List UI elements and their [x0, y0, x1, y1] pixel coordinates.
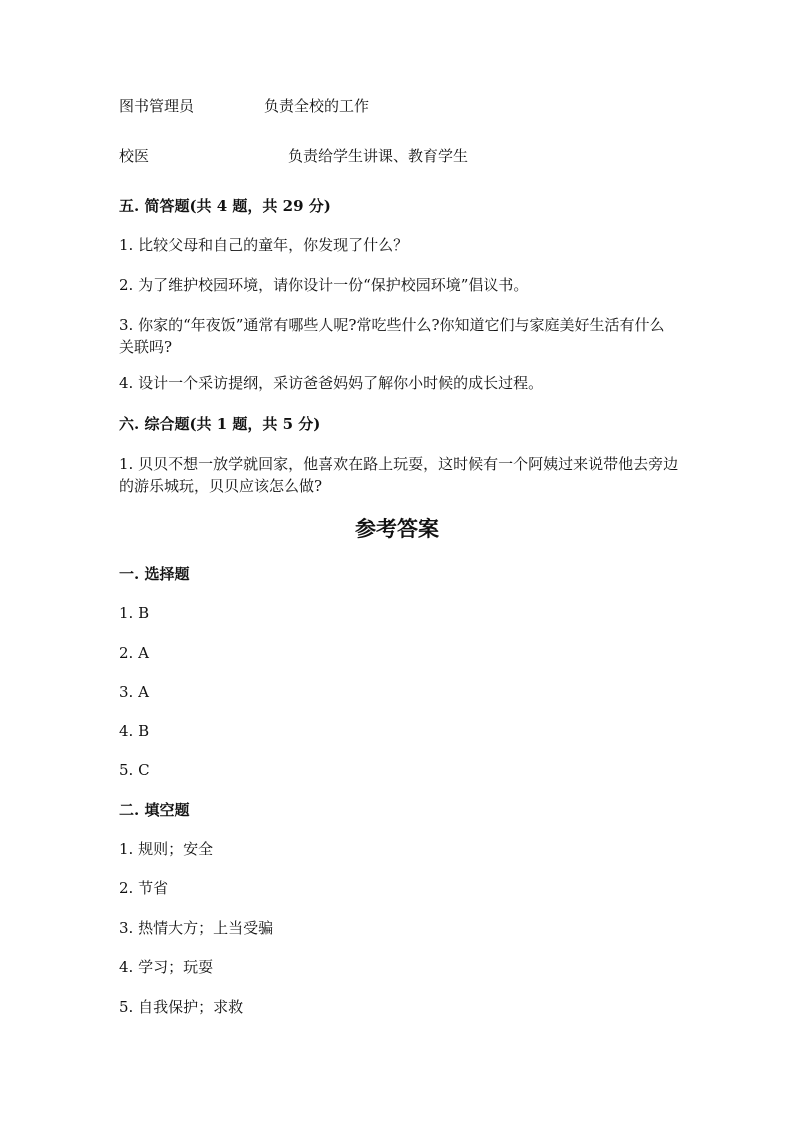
answers2-item-5: 5. 自我保护；求救 — [119, 998, 244, 1016]
answer-title: 参考答案 — [355, 516, 439, 541]
answers1-item-5: 5. C — [119, 761, 150, 779]
section6-question-1: 1. 贝贝不想一放学就回家，他喜欢在路上玩耍，这时候有一个阿姨过来说带他去旁边的游乐城玩，贝贝应该怎么做? — [119, 455, 679, 495]
answers1-item-4: 4. B — [119, 722, 150, 740]
answers1-heading: 一. 选择题 — [119, 565, 190, 583]
answers2-item-2: 2. 节省 — [119, 879, 169, 897]
answers2-heading: 二. 填空题 — [119, 801, 190, 819]
answers1-item-2: 2. A — [119, 644, 149, 662]
match-right-1: 负责全校的工作 — [264, 97, 370, 115]
section5-question-1: 1. 比较父母和自己的童年，你发现了什么？ — [119, 236, 409, 254]
answers2-item-3: 3. 热情大方；上当受骗 — [119, 919, 274, 937]
section5-question-4: 4. 设计一个采访提纲，采访爸爸妈妈了解你小时候的成长过程。 — [119, 374, 544, 392]
answers1-item-3: 3. A — [119, 683, 149, 701]
match-left-2: 校医 — [119, 147, 150, 165]
answers2-item-4: 4. 学习；玩耍 — [119, 958, 214, 976]
section5-question-3: 3. 你家的“年夜饭”通常有哪些人呢?常吃些什么?你知道它们与家庭美好生活有什么关联吗? — [119, 316, 665, 356]
section5-question-2: 2. 为了维护校园环境，请你设计一份“保护校园环境”倡议书。 — [119, 276, 529, 294]
section6-heading: 六. 综合题(共 1 题，共 5 分) — [119, 415, 321, 433]
section5-heading: 五. 简答题(共 4 题，共 29 分) — [119, 197, 331, 215]
match-left-1: 图书管理员 — [119, 97, 195, 115]
match-right-2: 负责给学生讲课、教育学生 — [288, 147, 469, 165]
answers1-item-1: 1. B — [119, 604, 150, 622]
answers2-item-1: 1. 规则；安全 — [119, 840, 214, 858]
